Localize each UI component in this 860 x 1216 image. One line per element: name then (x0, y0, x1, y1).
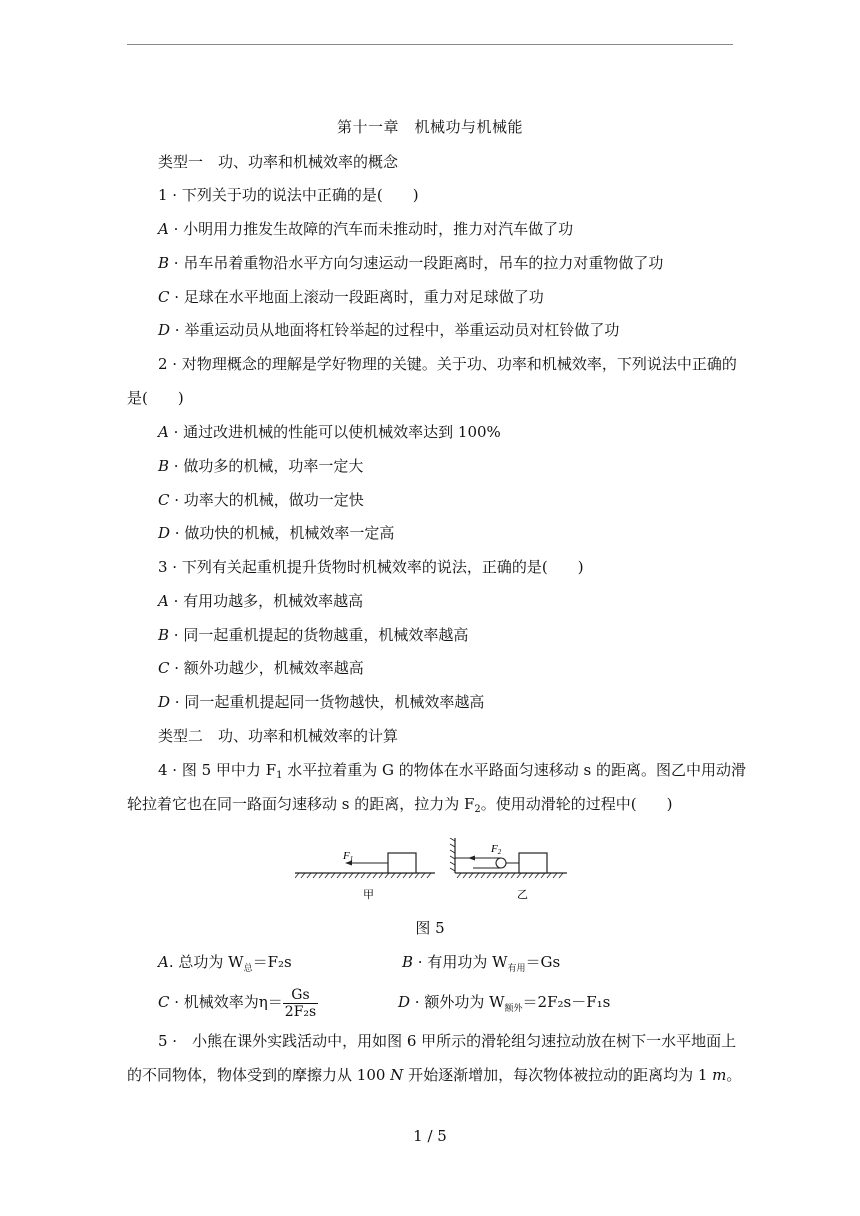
f1-label: F1 (343, 850, 354, 863)
q5-stem-line1: 5 · 小熊在课外实践活动中，用如图 6 甲所示的滑轮组匀速拉动放在树下一水平地面上 (158, 1032, 737, 1050)
q5-stem-line2: 的不同物体，物体受到的摩擦力从 100 N 开始逐渐增加，每次物体被拉动的距离均为 1 m。 (127, 1066, 742, 1084)
q4-option-d: D · 额外功为 $W_{额外}=2F_2s-F_1s$ (398, 993, 611, 1014)
type1-heading: 类型一 功、功率和机械效率的概念 (158, 153, 399, 171)
q2-option-a: A · 通过改进机械的性能可以使机械效率达到 100% (158, 423, 501, 441)
pulley (496, 858, 506, 868)
q4-stem-line1: 4 · 图 5 甲中力 $F_1$ 水平拉着重为 G 的物体在水平路面匀速移动 s 的距离。图乙中用动滑 (158, 761, 747, 781)
type2-heading: 类型二 功、功率和机械效率的计算 (158, 727, 399, 745)
q3-option-b: B · 同一起重机提起的货物越重，机械效率越高 (158, 626, 469, 644)
q2-stem-line1: 2 · 对物理概念的理解是学好物理的关键。关于功、功率和机械效率，下列说法中正确的 (158, 355, 737, 373)
header-rule (127, 44, 733, 45)
figure-label-yi: 乙 (517, 889, 528, 901)
q3-option-c: C · 额外功越少，机械效率越高 (158, 659, 364, 677)
q1-option-d: D · 举重运动员从地面将杠铃举起的过程中，举重运动员对杠铃做了功 (158, 321, 620, 339)
q3-option-d: D · 同一起重机提起同一货物越快，机械效率越高 (158, 693, 485, 711)
figure-caption: 图 5 (415, 919, 445, 937)
q1-option-c: C · 足球在水平地面上滚动一段距离时，重力对足球做了功 (158, 288, 544, 306)
figure-5-diagram (295, 838, 567, 908)
q1-stem: 1 · 下列关于功的说法中正确的是( ) (158, 186, 419, 204)
q4-option-b: B · 有用功为 $W_{有用}=Gs$ (402, 953, 561, 974)
q4-option-a: A. 总功为 $W_总=F_2s$ (158, 953, 292, 974)
q3-stem: 3 · 下列有关起重机提升货物时机械效率的说法，正确的是( ) (158, 558, 584, 576)
block-right (519, 853, 547, 873)
efficiency-fraction: $\frac{Gs}{\text{2F₂s}}$ (284, 986, 317, 1020)
q2-option-d: D · 做功快的机械，机械效率一定高 (158, 524, 395, 542)
q4-stem-line2: 轮拉着它也在同一路面匀速移动 s 的距离，拉力为 $F_2$。使用动滑轮的过程中( ) (127, 795, 673, 815)
q3-option-a: A · 有用功越多，机械效率越高 (158, 592, 364, 610)
chapter-title: 第十一章 机械功与机械能 (336, 118, 523, 136)
block-left (388, 853, 416, 873)
wall-hatching (450, 838, 455, 871)
f2-label: F2 (491, 843, 502, 856)
q2-stem-line2: 是( ) (127, 389, 184, 407)
page-number: 1 / 5 (413, 1127, 447, 1145)
ground-hatching-left (295, 873, 431, 878)
ground-hatching-right (457, 873, 563, 878)
q1-option-a: A · 小明用力推发生故障的汽车而未推动时，推力对汽车做了功 (158, 220, 574, 238)
q4-option-c: C · 机械效率为η＝ $\frac{Gs}{\text{2F₂s}}$ (158, 986, 317, 1020)
q2-option-c: C · 功率大的机械，做功一定快 (158, 491, 364, 509)
q2-option-b: B · 做功多的机械，功率一定大 (158, 457, 364, 475)
q1-option-b: B · 吊车吊着重物沿水平方向匀速运动一段距离时，吊车的拉力对重物做了功 (158, 254, 664, 272)
figure-label-jia: 甲 (363, 889, 374, 901)
